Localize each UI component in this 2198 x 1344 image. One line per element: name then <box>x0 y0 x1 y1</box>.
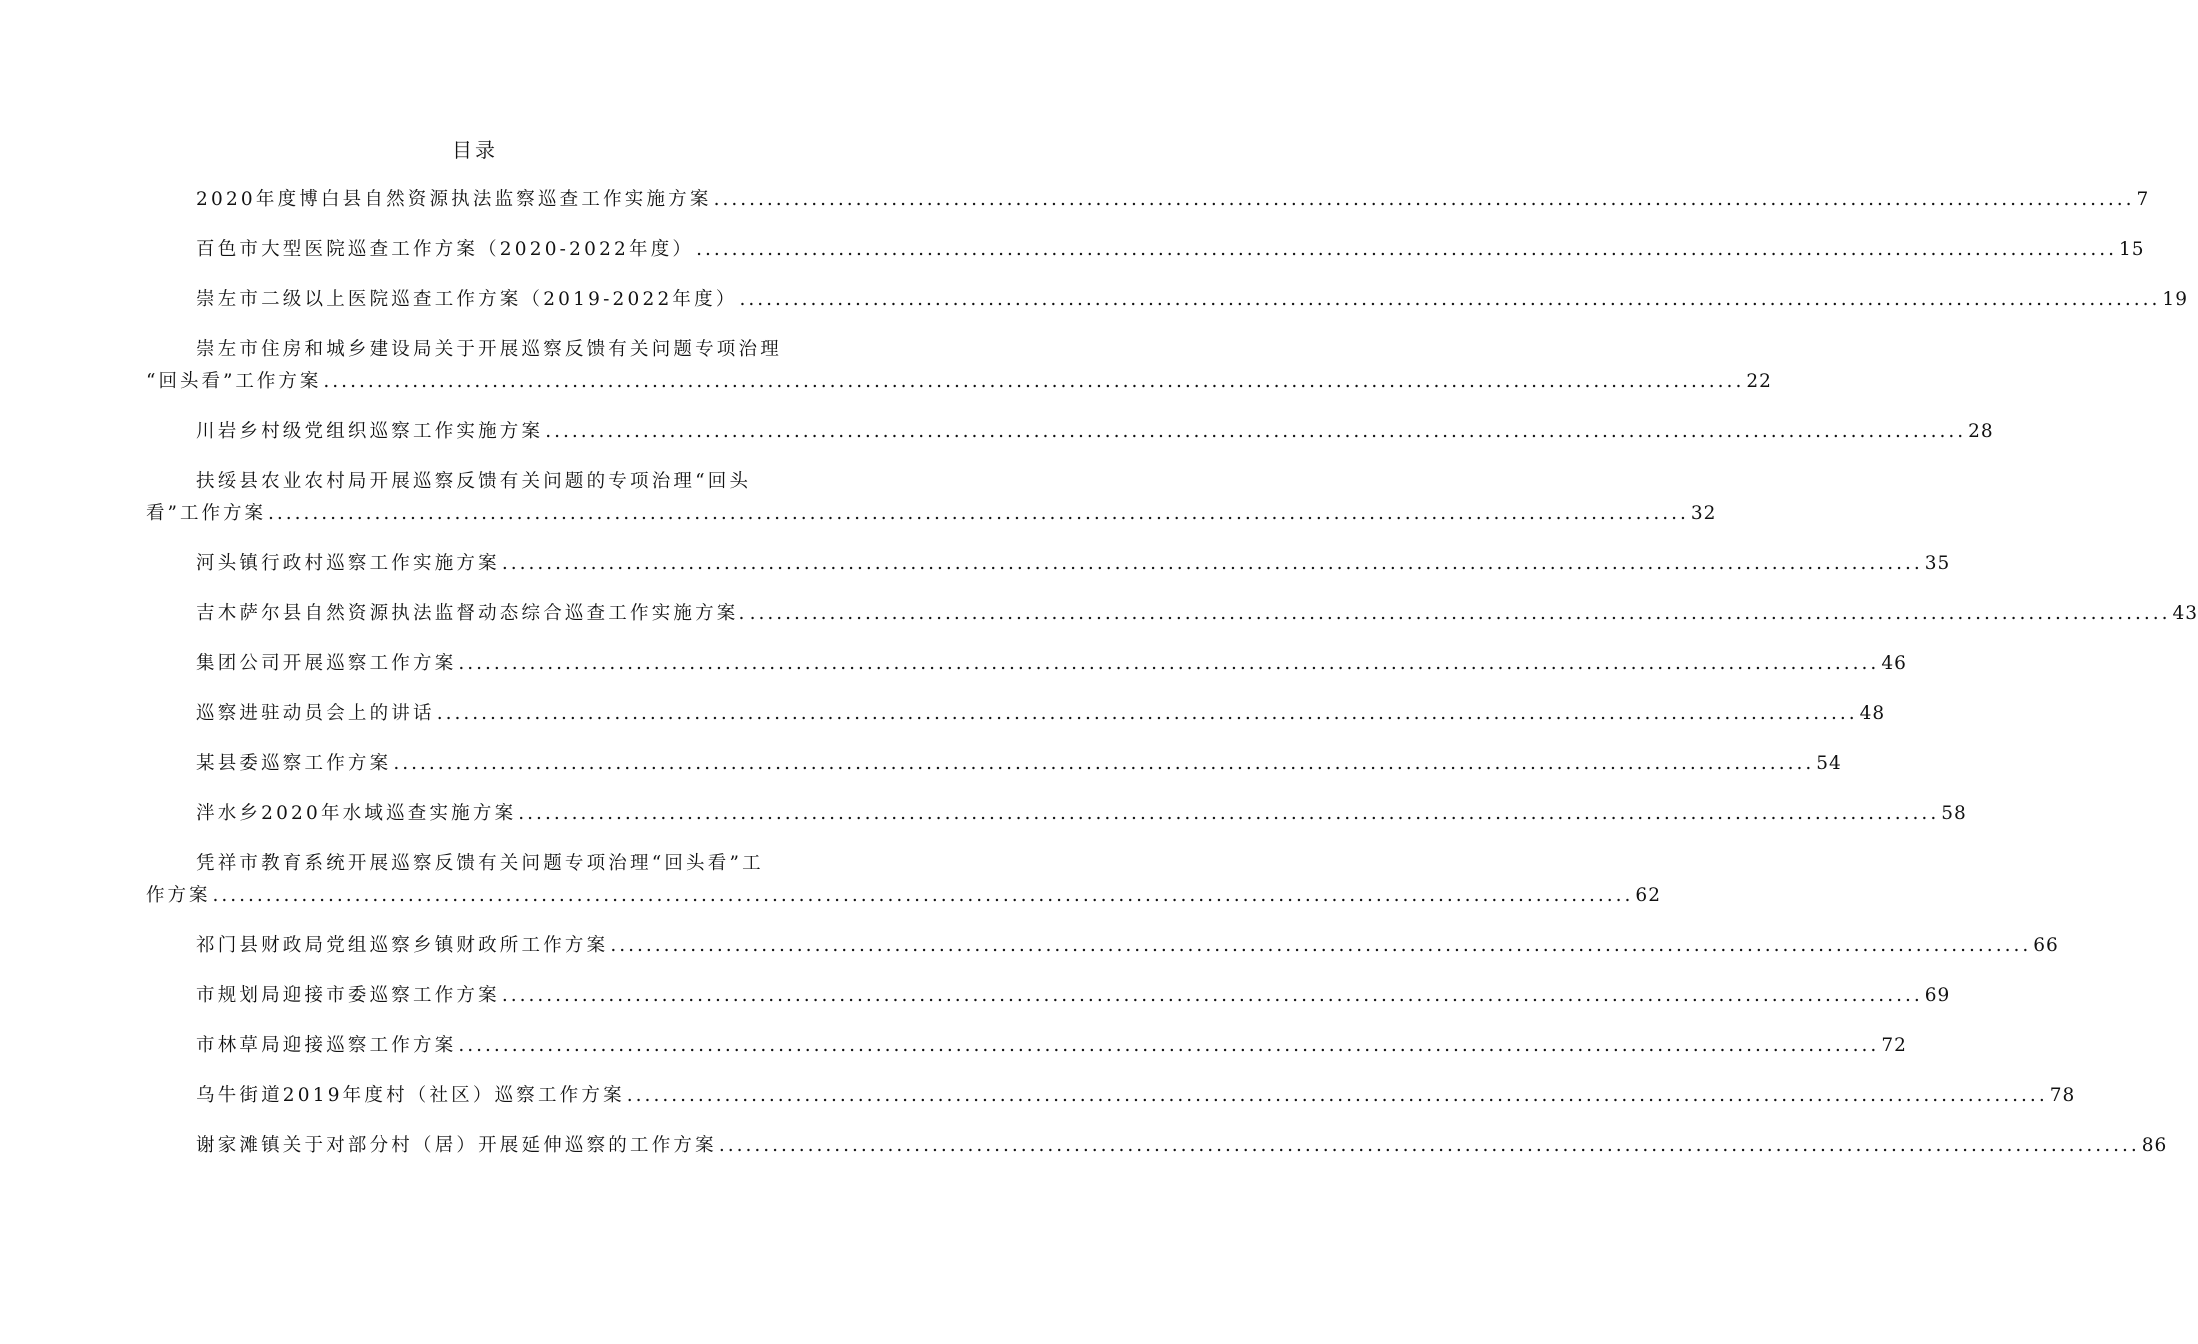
toc-entry-title: 祁门县财政局党组巡察乡镇财政所工作方案 <box>196 935 609 956</box>
toc-entry[interactable] <box>146 234 2145 266</box>
toc-dot-leader: ................................................................................................................................................................ <box>436 703 1858 724</box>
toc-dot-leader: ................................................................................................................................................................ <box>212 885 1634 906</box>
toc-dot-leader: ................................................................................................................................................................ <box>696 239 2118 260</box>
toc-entry-title: 河头镇行政村巡察工作实施方案 <box>196 553 500 574</box>
toc-entry-line <box>146 980 1951 1012</box>
toc-entry[interactable] <box>146 1130 2168 1162</box>
toc-page-number: 58 <box>1941 803 1967 824</box>
toc-entry-line <box>146 416 1994 448</box>
toc-dot-leader: ................................................................................................................................................................ <box>501 985 1923 1006</box>
toc-entry-line <box>146 184 2150 216</box>
toc-page-number: 46 <box>1881 653 1907 674</box>
toc-page-number: 35 <box>1924 553 1951 574</box>
toc-dot-leader: ................................................................................................................................................................ <box>458 1035 1880 1056</box>
toc-title: 目录 <box>452 138 498 162</box>
toc-page-number: 69 <box>1924 985 1951 1006</box>
toc-entry[interactable] <box>146 748 1842 780</box>
toc-entry-line <box>146 1030 1907 1062</box>
toc-page-number: 22 <box>1746 371 1772 392</box>
toc-entry-line <box>146 698 1886 730</box>
toc-entry-title: 崇左市二级以上医院巡查工作方案（2019-2022年度） <box>196 289 738 310</box>
toc-entry-title: 看”工作方案 <box>146 503 266 524</box>
toc-entry-title: 百色市大型医院巡查工作方案（2020-2022年度） <box>196 239 695 260</box>
toc-entry[interactable] <box>146 1080 2076 1112</box>
toc-entry[interactable] <box>146 698 1886 730</box>
toc-entry-line <box>146 1130 2168 1162</box>
toc-page-number: 78 <box>2049 1085 2076 1106</box>
toc-entry-line <box>146 1080 2076 1112</box>
toc-page-number: 19 <box>2162 289 2188 310</box>
toc-page-number: 32 <box>1690 503 1717 524</box>
toc-dot-leader: ................................................................................................................................................................ <box>610 935 2032 956</box>
toc-entry[interactable] <box>146 648 1907 680</box>
toc-entry-line <box>146 366 1772 398</box>
toc-entry[interactable] <box>146 848 1661 912</box>
toc-entry-title: 市林草局迎接巡察工作方案 <box>196 1035 457 1056</box>
toc-entry-line <box>146 880 1661 912</box>
toc-dot-leader: ................................................................................................................................................................ <box>626 1085 2048 1106</box>
toc-entry-line <box>146 848 806 880</box>
table-of-contents <box>146 184 2198 1180</box>
toc-page-number: 72 <box>1881 1035 1907 1056</box>
toc-dot-leader: ................................................................................................................................................................ <box>267 503 1689 524</box>
toc-entry[interactable] <box>146 548 1951 580</box>
toc-entry-title: “回头看”工作方案 <box>146 371 322 392</box>
toc-page-number: 7 <box>2136 189 2150 210</box>
toc-dot-leader: ................................................................................................................................................................ <box>501 553 1923 574</box>
toc-entry-title: 某县委巡察工作方案 <box>196 753 392 774</box>
toc-dot-leader: ................................................................................................................................................................ <box>749 603 2171 624</box>
toc-entry[interactable] <box>146 184 2150 216</box>
toc-entry-title: 作方案 <box>146 885 211 906</box>
toc-entry-line <box>146 648 1907 680</box>
toc-entry[interactable] <box>146 1030 1907 1062</box>
toc-page-number: 48 <box>1859 703 1886 724</box>
toc-page-number: 66 <box>2033 935 2059 956</box>
toc-entry-title: 市规划局迎接市委巡察工作方案 <box>196 985 500 1006</box>
toc-entry[interactable] <box>146 334 1772 398</box>
toc-entry-title: 扶绥县农业农村局开展巡察反馈有关问题的专项治理“回头 <box>196 471 752 492</box>
toc-entry-title: 崇左市住房和城乡建设局关于开展巡察反馈有关问题专项治理 <box>196 339 782 360</box>
toc-entry-line <box>146 930 2059 962</box>
toc-entry-line <box>146 498 1717 530</box>
toc-entry-title: 川岩乡村级党组织巡察工作实施方案 <box>196 421 544 442</box>
toc-page-number: 62 <box>1635 885 1661 906</box>
toc-entry-line <box>146 334 806 366</box>
toc-entry-title: 泮水乡2020年水域巡查实施方案 <box>196 803 517 824</box>
toc-page-number: 43 <box>2172 603 2198 624</box>
toc-entry[interactable] <box>146 284 2188 316</box>
toc-entry[interactable] <box>146 930 2059 962</box>
toc-entry[interactable] <box>146 980 1951 1012</box>
toc-entry-title: 集团公司开展巡察工作方案 <box>196 653 457 674</box>
toc-entry-title: 乌牛街道2019年度村（社区）巡察工作方案 <box>196 1085 625 1106</box>
toc-entry-title: 谢家滩镇关于对部分村（居）开展延伸巡察的工作方案 <box>196 1135 717 1156</box>
toc-entry-title: 吉木萨尔县自然资源执法监督动态综合巡查工作实施方案. <box>196 603 748 624</box>
toc-dot-leader: ................................................................................................................................................................ <box>718 1135 2140 1156</box>
toc-entry[interactable] <box>146 416 1994 448</box>
toc-entry-line <box>146 466 806 498</box>
toc-entry-line <box>146 234 2145 266</box>
toc-dot-leader: ................................................................................................................................................................ <box>739 289 2161 310</box>
toc-page-number: 86 <box>2141 1135 2168 1156</box>
toc-entry-line <box>146 284 2188 316</box>
toc-entry-line <box>146 598 2198 630</box>
toc-dot-leader: ................................................................................................................................................................ <box>393 753 1815 774</box>
toc-dot-leader: ................................................................................................................................................................ <box>323 371 1745 392</box>
toc-entry-title: 2020年度博白县自然资源执法监察巡查工作实施方案 <box>196 189 712 210</box>
toc-entry-line <box>146 798 1967 830</box>
toc-page-number: 54 <box>1816 753 1842 774</box>
toc-dot-leader: ................................................................................................................................................................ <box>458 653 1880 674</box>
toc-page-number: 28 <box>1968 421 1994 442</box>
toc-entry[interactable] <box>146 798 1967 830</box>
toc-entry-line <box>146 748 1842 780</box>
toc-dot-leader: ................................................................................................................................................................ <box>713 189 2135 210</box>
toc-entry[interactable] <box>146 466 1717 530</box>
toc-entry-line <box>146 548 1951 580</box>
toc-entry-title: 巡察进驻动员会上的讲话 <box>196 703 435 724</box>
toc-dot-leader: ................................................................................................................................................................ <box>518 803 1940 824</box>
toc-entry[interactable] <box>146 598 2198 630</box>
toc-dot-leader: ................................................................................................................................................................ <box>545 421 1967 442</box>
toc-entry-title: 凭祥市教育系统开展巡察反馈有关问题专项治理“回头看”工 <box>196 853 764 874</box>
toc-page-number: 15 <box>2119 239 2145 260</box>
